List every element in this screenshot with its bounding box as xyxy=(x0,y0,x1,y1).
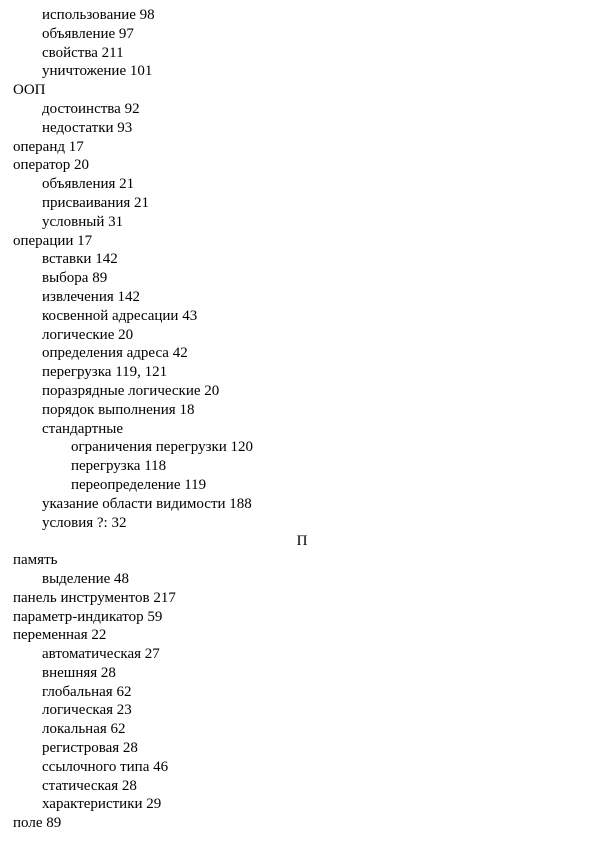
index-subterm: статическая 28 xyxy=(42,777,137,794)
index-subterm: указание области видимости 188 xyxy=(42,495,252,512)
index-subterm: вставки 142 xyxy=(42,251,118,268)
index-subterm: перегрузка 119, 121 xyxy=(42,364,168,381)
index-subterm: логическая 23 xyxy=(42,702,132,719)
index-subterm: поразрядные логические 20 xyxy=(42,382,220,399)
index-subterm: ссылочного типа 46 xyxy=(42,758,169,775)
index-subterm: косвенной адресации 43 xyxy=(42,307,198,324)
index-subsubterm: ограничения перегрузки 120 xyxy=(71,439,254,456)
index-subterm: определения адреса 42 xyxy=(42,345,188,362)
index-subterm: условный 31 xyxy=(42,213,124,230)
index-term: операции 17 xyxy=(13,232,93,249)
index-subsubterm: переопределение 119 xyxy=(71,476,207,493)
index-subterm: извлечения 142 xyxy=(42,288,141,305)
index-subsubterm: перегрузка 118 xyxy=(71,458,167,475)
index-subterm: логические 20 xyxy=(42,326,134,343)
index-subterm: присваивания 21 xyxy=(42,194,150,211)
index-subterm: выделение 48 xyxy=(42,570,130,587)
index-subterm: свойства 211 xyxy=(42,44,124,61)
index-page xyxy=(0,6,600,833)
index-subterm: характеристики 29 xyxy=(42,796,162,813)
index-subterm: регистровая 28 xyxy=(42,740,138,757)
index-subterm: локальная 62 xyxy=(42,721,126,738)
index-term: ООП xyxy=(13,82,46,99)
index-subterm: недостатки 93 xyxy=(42,119,133,136)
index-subterm: объявление 97 xyxy=(42,25,134,42)
index-term: операнд 17 xyxy=(13,138,84,155)
section-letter-heading: П xyxy=(296,533,308,550)
index-term: переменная 22 xyxy=(13,627,107,644)
index-subterm: условия ?: 32 xyxy=(42,514,127,531)
index-subterm: автоматическая 27 xyxy=(42,646,160,663)
index-subterm: уничтожение 101 xyxy=(42,63,153,80)
index-subterm: порядок выполнения 18 xyxy=(42,401,195,418)
index-term: панель инструментов 217 xyxy=(13,589,176,606)
index-term: поле 89 xyxy=(13,815,62,832)
index-subterm: достоинства 92 xyxy=(42,100,140,117)
index-subterm: использование 98 xyxy=(42,7,155,23)
index-subterm: стандартные xyxy=(42,420,123,437)
index-term: оператор 20 xyxy=(13,157,90,174)
index-subterm: выбора 89 xyxy=(42,270,108,287)
index-subterm: глобальная 62 xyxy=(42,683,132,700)
index-subterm: внешняя 28 xyxy=(42,664,116,681)
index-subterm: объявления 21 xyxy=(42,176,135,193)
index-term: память xyxy=(13,552,58,569)
index-term: параметр-индикатор 59 xyxy=(13,608,163,625)
